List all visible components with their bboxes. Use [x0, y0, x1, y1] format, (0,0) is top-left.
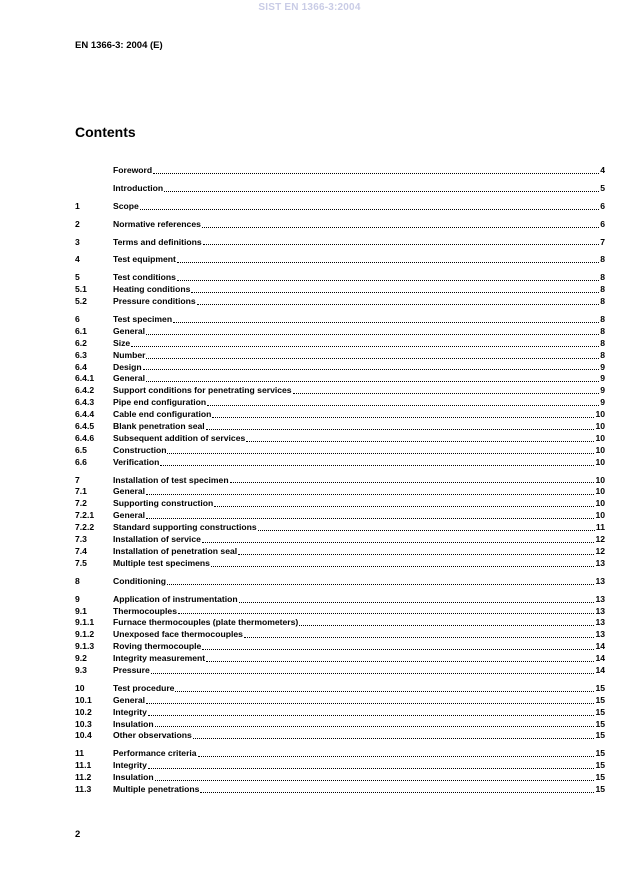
toc-group	[75, 314, 605, 469]
toc-entry-title: Insulation	[113, 772, 154, 783]
toc-entry-number: 1	[75, 200, 80, 211]
toc-group	[75, 594, 605, 677]
toc-leader-dots	[202, 648, 594, 650]
toc-group	[75, 748, 605, 796]
toc-entry[interactable]	[75, 219, 605, 231]
toc-entry-number: 6.4.6	[75, 432, 95, 443]
toc-entry-number: 5.2	[75, 296, 87, 307]
toc-leader-dots	[193, 737, 595, 739]
toc-entry-title: Support conditions for penetrating services	[113, 385, 292, 396]
toc-entry[interactable]	[75, 421, 605, 433]
toc-entry-page: 10	[595, 474, 605, 485]
toc-entry-page: 8	[600, 337, 605, 348]
toc-entry-title: Test specimen	[113, 314, 173, 325]
page-number: 2	[75, 829, 81, 840]
toc-leader-dots	[148, 714, 595, 716]
toc-entry-number: 9.1.1	[75, 617, 95, 628]
toc-entry-number: 2	[75, 218, 80, 229]
toc-entry-title: Unexposed face thermocouples	[113, 629, 243, 640]
toc-entry-page: 13	[595, 617, 605, 628]
toc-group	[75, 683, 605, 742]
toc-entry-page: 10	[595, 498, 605, 509]
toc-entry-number: 7.2	[75, 498, 87, 509]
toc-leader-dots	[214, 505, 594, 507]
toc-entry-page: 15	[595, 694, 605, 705]
toc-entry-number: 10.3	[75, 718, 92, 729]
toc-leader-dots	[202, 541, 595, 543]
toc-entry-number: 6.6	[75, 456, 87, 467]
toc-entry-number: 4	[75, 254, 80, 265]
toc-group	[75, 183, 605, 195]
toc-entry-title: Roving thermocouple	[113, 641, 202, 652]
toc-entry-title: Cable end configuration	[113, 409, 212, 420]
toc-entry-page: 14	[595, 653, 605, 664]
toc-entry-title: Test procedure	[113, 682, 175, 693]
toc-entry[interactable]	[75, 510, 605, 522]
toc-entry-number: 11	[75, 748, 85, 759]
toc-entry[interactable]	[75, 314, 605, 326]
toc-entry-title: General	[113, 510, 146, 521]
toc-leader-dots	[211, 565, 594, 567]
toc-leader-dots	[164, 190, 599, 192]
toc-entry-number: 11.1	[75, 760, 92, 771]
toc-entry-title: Standard supporting constructions	[113, 522, 257, 533]
toc-leader-dots	[146, 702, 594, 704]
toc-entry[interactable]	[75, 445, 605, 457]
toc-entry-title: Pipe end configuration	[113, 397, 207, 408]
toc-leader-dots	[299, 624, 594, 626]
toc-entry-title: Installation of penetration seal	[113, 545, 238, 556]
toc-entry-title: Installation of service	[113, 534, 201, 545]
toc-entry-number: 6.1	[75, 325, 87, 336]
toc-entry-title: Construction	[113, 444, 167, 455]
toc-leader-dots	[155, 725, 595, 727]
toc-leader-dots	[131, 345, 599, 347]
table-of-contents	[75, 165, 605, 802]
toc-entry-number: 9.1.2	[75, 629, 95, 640]
toc-entry-page: 9	[600, 361, 605, 372]
toc-entry-number: 6.3	[75, 349, 87, 360]
toc-entry-title: Multiple test specimens	[113, 557, 210, 568]
toc-entry-page: 15	[595, 718, 605, 729]
toc-entry-number: 11.3	[75, 783, 92, 794]
toc-entry-title: Integrity	[113, 706, 147, 717]
toc-entry[interactable]	[75, 576, 605, 588]
toc-leader-dots	[175, 690, 594, 692]
toc-entry-title: Number	[113, 349, 146, 360]
toc-entry-page: 10	[595, 432, 605, 443]
toc-entry-page: 10	[595, 486, 605, 497]
toc-entry-number: 7.3	[75, 534, 87, 545]
toc-entry[interactable]	[75, 433, 605, 445]
toc-entry-page: 13	[595, 557, 605, 568]
toc-entry[interactable]	[75, 748, 605, 760]
toc-entry-page: 15	[595, 783, 605, 794]
toc-entry-number: 9.3	[75, 664, 87, 675]
toc-leader-dots	[200, 791, 594, 793]
toc-group	[75, 201, 605, 213]
toc-leader-dots	[173, 321, 599, 323]
toc-leader-dots	[151, 672, 595, 674]
toc-entry[interactable]	[75, 683, 605, 695]
toc-group	[75, 165, 605, 177]
toc-leader-dots	[238, 553, 594, 555]
toc-entry-page: 11	[595, 522, 605, 533]
toc-entry[interactable]	[75, 522, 605, 534]
toc-entry-number: 6.4.1	[75, 373, 95, 384]
toc-entry[interactable]	[75, 707, 605, 719]
toc-leader-dots	[177, 279, 599, 281]
toc-entry[interactable]	[75, 558, 605, 570]
toc-entry-title: Test equipment	[113, 254, 176, 265]
toc-entry-number: 9.1.3	[75, 641, 95, 652]
toc-entry-number: 3	[75, 236, 80, 247]
toc-entry[interactable]	[75, 546, 605, 558]
toc-entry-title: Integrity measurement	[113, 653, 206, 664]
toc-entry-page: 13	[595, 575, 605, 586]
toc-leader-dots	[203, 243, 600, 245]
toc-entry-page: 10	[595, 409, 605, 420]
toc-entry[interactable]	[75, 385, 605, 397]
toc-entry[interactable]	[75, 641, 605, 653]
toc-entry[interactable]	[75, 237, 605, 249]
toc-entry-title: Integrity	[113, 760, 147, 771]
toc-entry[interactable]	[75, 695, 605, 707]
toc-entry-number: 10.1	[75, 694, 92, 705]
toc-entry[interactable]	[75, 486, 605, 498]
toc-entry[interactable]	[75, 326, 605, 338]
toc-entry-title: Pressure	[113, 664, 150, 675]
toc-leader-dots	[206, 428, 595, 430]
contents-title: Contents	[75, 124, 136, 140]
toc-entry[interactable]	[75, 772, 605, 784]
toc-leader-dots	[202, 226, 599, 228]
toc-entry-number: 10.2	[75, 706, 92, 717]
toc-entry-title: Introduction	[113, 182, 164, 193]
document-id: EN 1366-3: 2004 (E)	[75, 40, 163, 51]
toc-leader-dots	[140, 208, 599, 210]
toc-leader-dots	[167, 452, 594, 454]
toc-entry-page: 8	[600, 284, 605, 295]
toc-entry-number: 8	[75, 575, 80, 586]
toc-entry-title: Supporting construction	[113, 498, 214, 509]
toc-leader-dots	[148, 767, 595, 769]
toc-entry-title: Test conditions	[113, 272, 176, 283]
toc-entry-number: 6.2	[75, 337, 87, 348]
toc-entry-page: 15	[595, 760, 605, 771]
toc-entry-number: 6.4.2	[75, 385, 95, 396]
toc-leader-dots	[146, 517, 594, 519]
toc-entry-page: 8	[600, 325, 605, 336]
toc-entry-page: 12	[595, 545, 605, 556]
toc-entry-number: 10.4	[75, 730, 92, 741]
toc-entry-title: Heating conditions	[113, 284, 191, 295]
toc-entry[interactable]	[75, 457, 605, 469]
toc-entry-title: Terms and definitions	[113, 236, 202, 247]
toc-entry-page: 15	[595, 682, 605, 693]
toc-entry-number: 6.4.3	[75, 397, 95, 408]
toc-entry-page: 13	[595, 605, 605, 616]
toc-leader-dots	[212, 416, 594, 418]
toc-entry[interactable]	[75, 653, 605, 665]
toc-entry-title: Design	[113, 361, 142, 372]
toc-entry-page: 9	[600, 373, 605, 384]
toc-entry[interactable]	[75, 397, 605, 409]
toc-leader-dots	[206, 660, 594, 662]
toc-leader-dots	[207, 404, 599, 406]
toc-entry-title: General	[113, 373, 146, 384]
toc-entry-number: 9.1	[75, 605, 87, 616]
toc-entry-page: 15	[595, 706, 605, 717]
toc-entry-title: Foreword	[113, 165, 153, 175]
toc-entry-number: 11.2	[75, 772, 92, 783]
toc-entry-number: 10	[75, 682, 85, 693]
toc-entry[interactable]	[75, 719, 605, 731]
toc-entry-page: 14	[595, 664, 605, 675]
toc-entry-page: 8	[600, 314, 605, 325]
toc-leader-dots	[146, 357, 599, 359]
toc-leader-dots	[258, 529, 595, 531]
toc-entry-page: 6	[600, 200, 605, 211]
toc-entry[interactable]	[75, 201, 605, 213]
toc-entry-number: 5.1	[75, 284, 87, 295]
toc-leader-dots	[293, 392, 600, 394]
toc-leader-dots	[153, 172, 599, 174]
toc-entry-page: 4	[600, 165, 605, 175]
toc-leader-dots	[198, 755, 595, 757]
toc-entry-page: 12	[595, 534, 605, 545]
toc-leader-dots	[239, 601, 595, 603]
toc-entry[interactable]	[75, 284, 605, 296]
toc-entry-title: Pressure conditions	[113, 296, 196, 307]
toc-entry[interactable]	[75, 498, 605, 510]
toc-entry-page: 8	[600, 349, 605, 360]
toc-group	[75, 576, 605, 588]
toc-entry-number: 9.2	[75, 653, 87, 664]
toc-entry[interactable]	[75, 272, 605, 284]
toc-entry[interactable]	[75, 760, 605, 772]
toc-group	[75, 219, 605, 231]
toc-leader-dots	[230, 481, 595, 483]
toc-entry[interactable]	[75, 606, 605, 618]
toc-entry[interactable]	[75, 350, 605, 362]
toc-entry-page: 6	[600, 218, 605, 229]
toc-entry-title: Performance criteria	[113, 748, 197, 759]
toc-entry-number: 6	[75, 314, 80, 325]
toc-entry-page: 5	[600, 182, 605, 193]
toc-entry-number: 7.4	[75, 545, 87, 556]
toc-leader-dots	[146, 380, 599, 382]
toc-leader-dots	[177, 261, 599, 263]
toc-entry-page: 13	[595, 593, 605, 604]
toc-entry[interactable]	[75, 594, 605, 606]
toc-entry[interactable]	[75, 409, 605, 421]
toc-leader-dots	[160, 464, 594, 466]
toc-entry-title: Insulation	[113, 718, 154, 729]
toc-entry-title: Size	[113, 337, 131, 348]
toc-entry-number: 7.1	[75, 486, 87, 497]
toc-entry-page: 9	[600, 397, 605, 408]
toc-leader-dots	[146, 333, 599, 335]
toc-entry-page: 10	[595, 421, 605, 432]
toc-entry-number: 6.5	[75, 444, 87, 455]
toc-entry[interactable]	[75, 338, 605, 350]
toc-group	[75, 237, 605, 249]
toc-entry-number: 6.4	[75, 361, 87, 372]
toc-entry-title: General	[113, 325, 146, 336]
toc-leader-dots	[155, 779, 595, 781]
toc-entry[interactable]	[75, 784, 605, 796]
toc-entry-page: 8	[600, 296, 605, 307]
toc-entry[interactable]	[75, 373, 605, 385]
toc-leader-dots	[178, 612, 594, 614]
watermark: SIST EN 1366-3:2004	[258, 2, 361, 13]
toc-entry-title: Application of instrumentation	[113, 593, 238, 604]
toc-entry-title: Installation of test specimen	[113, 474, 229, 485]
toc-entry-title: Scope	[113, 200, 139, 211]
toc-entry-number: 7.2.1	[75, 510, 95, 521]
toc-entry-page: 9	[600, 385, 605, 396]
toc-entry-title: Other observations	[113, 730, 192, 741]
toc-entry-title: Verification	[113, 456, 160, 467]
toc-leader-dots	[197, 303, 600, 305]
toc-entry-number: 7	[75, 474, 80, 485]
toc-entry-page: 15	[595, 730, 605, 741]
toc-entry-page: 14	[595, 641, 605, 652]
toc-entry-page: 10	[595, 510, 605, 521]
toc-entry[interactable]	[75, 629, 605, 641]
toc-entry[interactable]	[75, 475, 605, 487]
toc-group	[75, 254, 605, 266]
toc-entry-title: Multiple penetrations	[113, 783, 200, 794]
toc-entry[interactable]	[75, 183, 605, 195]
toc-entry-title: General	[113, 486, 146, 497]
toc-leader-dots	[143, 368, 600, 370]
toc-entry-title: General	[113, 694, 146, 705]
toc-entry[interactable]	[75, 665, 605, 677]
toc-entry-number: 7.2.2	[75, 522, 95, 533]
toc-entry-number: 6.4.5	[75, 421, 95, 432]
toc-entry[interactable]	[75, 296, 605, 308]
toc-leader-dots	[167, 583, 594, 585]
toc-entry-number: 6.4.4	[75, 409, 95, 420]
toc-leader-dots	[146, 493, 594, 495]
toc-entry[interactable]	[75, 534, 605, 546]
toc-entry[interactable]	[75, 730, 605, 742]
toc-entry-title: Furnace thermocouples (plate thermometers)	[113, 617, 299, 628]
toc-entry-number: 9	[75, 593, 80, 604]
toc-entry-title: Normative references	[113, 218, 201, 229]
toc-entry-page: 15	[595, 772, 605, 783]
toc-entry-page: 13	[595, 629, 605, 640]
toc-leader-dots	[244, 636, 595, 638]
toc-entry-number: 7.5	[75, 557, 87, 568]
toc-entry-page: 10	[595, 444, 605, 455]
toc-group	[75, 272, 605, 308]
toc-entry[interactable]	[75, 165, 605, 177]
toc-leader-dots	[191, 291, 599, 293]
toc-leader-dots	[246, 440, 594, 442]
toc-entry[interactable]	[75, 254, 605, 266]
toc-entry-number: 5	[75, 272, 80, 283]
toc-entry-page: 7	[600, 236, 605, 247]
toc-entry-page: 10	[595, 456, 605, 467]
toc-entry-page: 8	[600, 254, 605, 265]
toc-entry-page: 15	[595, 748, 605, 759]
toc-group	[75, 475, 605, 570]
toc-entry-page: 8	[600, 272, 605, 283]
toc-entry-title: Thermocouples	[113, 605, 177, 616]
toc-entry-title: Conditioning	[113, 575, 166, 586]
toc-entry-title: Subsequent addition of services	[113, 432, 246, 443]
toc-entry[interactable]	[75, 617, 605, 629]
toc-entry-title: Blank penetration seal	[113, 421, 205, 432]
toc-entry[interactable]	[75, 362, 605, 374]
